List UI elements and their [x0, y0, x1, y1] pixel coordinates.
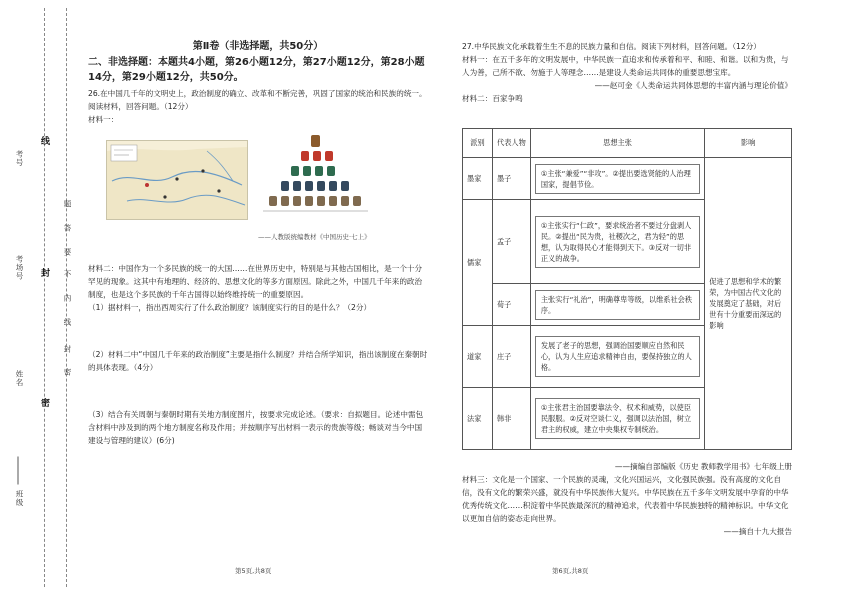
left-column [88, 40, 428, 126]
material1-text: 材料一：在五千多年的文明发展中，中华民族一直追求和传承着和平、和睦、和谐。以和为贵，与人为善，己所不欲、勿施于人等理念……是建设人类命运共同体的重要思想宝库。 [462, 55, 789, 77]
school-cell: 儒家 [463, 200, 493, 326]
school-cell: 法家 [463, 388, 493, 450]
header-impact: 影响 [705, 129, 792, 158]
idea-cell [530, 200, 704, 284]
seal-word: 答 [63, 224, 72, 233]
idea-text: ①主张“兼爱”“非攻”。②提出要选贤能的人治理国家，提倡节俭。 [535, 164, 700, 194]
pyramid-drawing [263, 133, 368, 221]
seal-word: 题 [63, 200, 72, 209]
page-number-left: 第5页,共8页 [235, 567, 272, 575]
class-blank [18, 457, 19, 485]
seal-mark-feng: 封 [39, 268, 49, 278]
right-column [462, 40, 792, 105]
seal-word: 要 [63, 248, 72, 257]
id-label: 考号 [15, 150, 24, 167]
name-label: 姓名 [15, 370, 24, 387]
idea-cell [530, 326, 704, 388]
person-cell: 庄子 [492, 326, 530, 388]
seal-word: 封 [63, 345, 72, 354]
header-person: 代表人物 [492, 129, 530, 158]
q27-intro: 27.中华民族文化承载着生生不息的民族力量和自信。阅读下列材料，回答问题。（12分） [462, 42, 761, 51]
binding-gutter [0, 0, 80, 595]
person-cell: 墨子 [492, 158, 530, 200]
source-3: ——摘自十九大报告 [723, 527, 792, 536]
question-1: （1）据材料一，指出西周实行了什么政治制度？该制度实行的目的是什么？（2分） [88, 303, 372, 312]
map-drawing [107, 141, 247, 219]
hundred-schools-table [462, 128, 792, 450]
school-cell: 道家 [463, 326, 493, 388]
source-2: ——摘编自部编版《历史 教师教学用书》七年级上册 [614, 462, 792, 471]
right-column-lower [462, 460, 792, 538]
idea-text: ①主张君主治国要靠法令、权术和威势，以使臣民服服。②反对空谈仁义，强调以法治国，树立君主的权威，建立中央集权专制统治。 [535, 398, 700, 439]
idea-cell [530, 158, 704, 200]
seal-word: 不 [63, 270, 72, 279]
seal-word: 密 [63, 368, 72, 377]
material2-label: 材料二：百家争鸣 [462, 94, 523, 103]
person-cell: 孟子 [492, 200, 530, 284]
table-header-row [463, 129, 792, 158]
idea-text: 主张实行“礼治”，明确尊卑等级，以维系社会秩序。 [535, 290, 700, 320]
header-idea: 思想主张 [530, 129, 704, 158]
idea-cell [530, 388, 704, 450]
q26-intro: 26.在中国几千年的文明史上，政治制度的确立、改革和不断完善，巩固了国家的统治和民族的统一。阅读材料，回答问题。（12分） [88, 89, 427, 111]
image-caption: ——人教版统编教材《中国历史·七上》 [258, 233, 371, 241]
material1-label: 材料一： [88, 115, 119, 124]
source-1: ——赵可金《人类命运共同体思想的丰富内涵与理论价值》 [594, 81, 792, 90]
zhou-map-image [106, 140, 248, 220]
section-head: 二、非选择题：本题共4小题，第26小题12分，第27小题12分，第28小题14分，第29小题12分，共50分。 [88, 57, 425, 83]
question-3: （3）结合有关周朝与秦朝时期有关地方制度图片，按要求完成论述。（要求：自拟题目。论述中需包含材料中涉及到的两个地方制度名称及作用；并按顺序写出材料一表示的贵族等级；畅谈对当今中国建设与管理的建议）(6分) [88, 410, 424, 445]
material2-text: 材料二：中国作为一个多民族的统一的大国……在世界历史中，特别是与其他古国相比，是一个十分罕见的现象。这其中有地理的、经济的、思想文化的等多方面原因。除此之外，中国几千年来的政治制度，也是这个多民族的千年古国得以始终维持统一的重要原因。 [88, 264, 423, 299]
class-label: 班级 [15, 490, 24, 507]
seal-mark-xian: 线 [39, 136, 49, 146]
seal-mark-mi: 密 [39, 398, 49, 408]
noble-rank-pyramid-image [263, 133, 368, 221]
person-cell: 韩非 [492, 388, 530, 450]
impact-cell: 促进了思想和学术的繁荣，为中国古代文化的发展奠定了基础，对后世有十分重要而深远的影响 [705, 158, 792, 450]
seal-word: 内 [63, 294, 72, 303]
section-title: 第Ⅱ卷（非选择题，共50分） [192, 41, 324, 52]
idea-text: ①主张实行“仁政”，要求统治者不要过分盘剥人民。②提出“民为贵，社稷次之，君为轻”的思想，认为取得民心才能得到天下。③反对一切非正义的战争。 [535, 216, 700, 268]
header-school: 派别 [463, 129, 493, 158]
question-2: （2）材料二中“中国几千年来的政治制度”主要是指什么制度？并结合所学知识，指出该制度在秦朝时的具体表现。（4分） [88, 350, 428, 372]
material3-text: 材料三：文化是一个国家、一个民族的灵魂，文化兴国运兴，文化强民族强。没有高度的文化自信，没有文化的繁荣兴盛，就没有中华民族伟大复兴。中华民族在五千多年文明发展中孕育的中华优秀传统文化……积淀着中华民族最深沉的精神追求，代表着中华民族独特的精神标识。中华文化以更加自信的姿态走向世界。 [462, 475, 789, 523]
seal-line-outer [44, 8, 45, 587]
idea-text: 发展了老子的思想，强调治国要顺应自然和民心，认为人生应追求精神自由，要保持独立的人格。 [535, 336, 700, 377]
seal-word: 线 [63, 318, 72, 327]
page-number-right: 第6页,共8页 [552, 567, 589, 575]
person-cell: 荀子 [492, 284, 530, 326]
room-label: 考场号 [15, 255, 24, 281]
idea-cell [530, 284, 704, 326]
left-column-lower [88, 262, 428, 447]
table-row [463, 158, 792, 200]
school-cell: 墨家 [463, 158, 493, 200]
